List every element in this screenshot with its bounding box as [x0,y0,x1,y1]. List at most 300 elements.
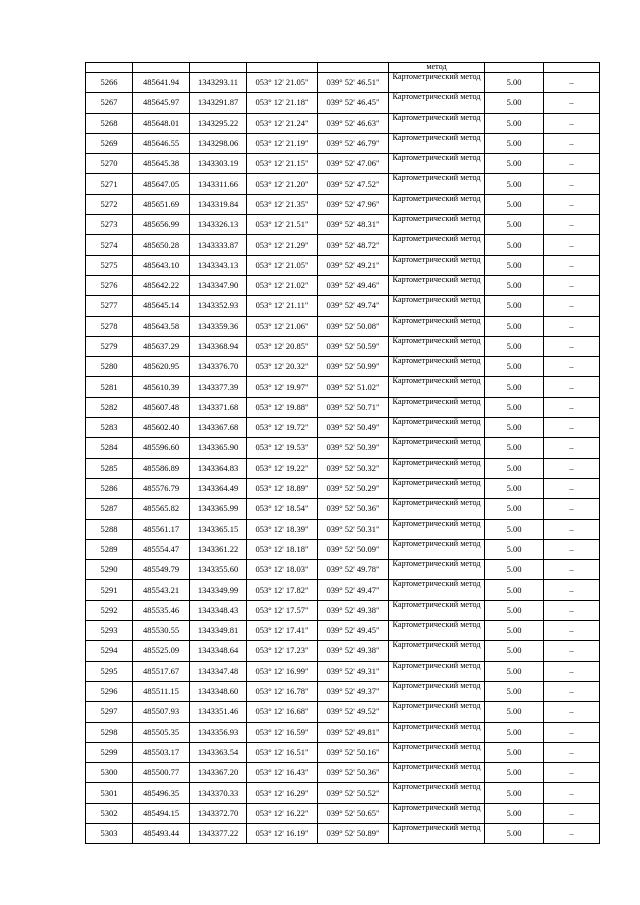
cell-longitude: 039° 52' 50.59" [318,336,389,356]
cell-note: – [544,357,600,377]
cell-point-number: 5298 [86,722,133,742]
cell-note: – [544,113,600,133]
cell-accuracy: 5.00 [485,783,544,803]
cell-longitude: 039° 52' 49.38" [318,641,389,661]
cell-coord-y: 1343372.70 [190,803,247,823]
cell-method: Картометрический метод [389,580,485,600]
cell-latitude: 053° 12' 21.02" [247,275,318,295]
cell-coord-x: 485530.55 [133,621,190,641]
cell-coord-x: 485500.77 [133,763,190,783]
cell-latitude: 053° 12' 21.19" [247,133,318,153]
cell-coord-y: 1343367.20 [190,763,247,783]
cell-coord-x: 485646.55 [133,133,190,153]
cell-note: – [544,702,600,722]
table-row [86,621,600,641]
cell-note: – [544,641,600,661]
cell-accuracy: 5.00 [485,357,544,377]
cell-coord-x: 485576.79 [133,478,190,498]
cell-point-number: 5284 [86,438,133,458]
cell-note: – [544,194,600,214]
cell-latitude: 053° 12' 18.39" [247,519,318,539]
cell-longitude: 039° 52' 49.78" [318,560,389,580]
cell-latitude: 053° 12' 21.29" [247,235,318,255]
cell-latitude: 053° 12' 17.82" [247,580,318,600]
cell-point-number: 5274 [86,235,133,255]
cell-note: – [544,681,600,701]
cell-point-number: 5300 [86,763,133,783]
cell-longitude: 039° 52' 49.47" [318,580,389,600]
cell-point-number: 5292 [86,600,133,620]
cell-note: – [544,539,600,559]
cell-longitude: 039° 52' 47.52" [318,174,389,194]
table-row [86,255,600,275]
table-row [86,275,600,295]
cell-latitude: 053° 12' 21.15" [247,154,318,174]
cell-method: Картометрический метод [389,621,485,641]
cell-note: – [544,621,600,641]
cell-latitude: 053° 12' 19.88" [247,397,318,417]
cell-accuracy: 5.00 [485,681,544,701]
cell-latitude: 053° 12' 19.72" [247,418,318,438]
cell-coord-y: 1343291.87 [190,93,247,113]
table-row [86,783,600,803]
cell-point-number: 5281 [86,377,133,397]
cell-accuracy: 5.00 [485,133,544,153]
cell-coord-x: 485596.60 [133,438,190,458]
cell-method: Картометрический метод [389,255,485,275]
cell-longitude: 039° 52' 49.46" [318,275,389,295]
cell-coord-y: 1343355.60 [190,560,247,580]
cell-latitude: 053° 12' 20.85" [247,336,318,356]
cell-latitude: 053° 12' 17.57" [247,600,318,620]
cell-note: – [544,580,600,600]
table-row [86,823,600,843]
cell-note: – [544,661,600,681]
cell-accuracy: 5.00 [485,722,544,742]
cell-coord-y: 1343365.90 [190,438,247,458]
cell-empty [133,63,190,73]
cell-method: Картометрический метод [389,316,485,336]
cell-longitude: 039° 52' 49.37" [318,681,389,701]
cell-coord-y: 1343368.94 [190,336,247,356]
cell-longitude: 039° 52' 49.38" [318,600,389,620]
cell-coord-x: 485643.58 [133,316,190,336]
cell-coord-y: 1343348.64 [190,641,247,661]
cell-note: – [544,316,600,336]
cell-latitude: 053° 12' 16.59" [247,722,318,742]
cell-latitude: 053° 12' 19.53" [247,438,318,458]
cell-accuracy: 5.00 [485,418,544,438]
cell-method: Картометрический метод [389,194,485,214]
cell-point-number: 5277 [86,296,133,316]
table-row [86,377,600,397]
table-row [86,174,600,194]
cell-point-number: 5268 [86,113,133,133]
cell-point-number: 5290 [86,560,133,580]
cell-coord-y: 1343298.06 [190,133,247,153]
cell-longitude: 039° 52' 50.09" [318,539,389,559]
cell-longitude: 039° 52' 50.89" [318,823,389,843]
cell-coord-x: 485586.89 [133,458,190,478]
cell-method: Картометрический метод [389,296,485,316]
cell-latitude: 053° 12' 17.41" [247,621,318,641]
cell-coord-x: 485602.40 [133,418,190,438]
cell-latitude: 053° 12' 16.29" [247,783,318,803]
cell-point-number: 5273 [86,215,133,235]
cell-coord-y: 1343361.22 [190,539,247,559]
cell-coord-y: 1343359.36 [190,316,247,336]
cell-point-number: 5294 [86,641,133,661]
cell-empty [247,63,318,73]
cell-method: Картометрический метод [389,661,485,681]
cell-coord-x: 485610.39 [133,377,190,397]
cell-latitude: 053° 12' 21.20" [247,174,318,194]
cell-accuracy: 5.00 [485,397,544,417]
table-row [86,702,600,722]
cell-longitude: 039° 52' 47.96" [318,194,389,214]
table-row [86,296,600,316]
cell-coord-y: 1343303.19 [190,154,247,174]
cell-method: Картометрический метод [389,73,485,93]
cell-note: – [544,275,600,295]
cell-note: – [544,215,600,235]
cell-note: – [544,418,600,438]
table-row [86,600,600,620]
cell-method: Картометрический метод [389,438,485,458]
cell-accuracy: 5.00 [485,316,544,336]
cell-coord-y: 1343352.93 [190,296,247,316]
cell-coord-x: 485496.35 [133,783,190,803]
cell-method: Картометрический метод [389,560,485,580]
cell-longitude: 039° 52' 46.45" [318,93,389,113]
cell-point-number: 5283 [86,418,133,438]
cell-accuracy: 5.00 [485,255,544,275]
cell-accuracy: 5.00 [485,215,544,235]
cell-coord-x: 485565.82 [133,499,190,519]
cell-latitude: 053° 12' 16.43" [247,763,318,783]
cell-coord-y: 1343333.87 [190,235,247,255]
cell-note: – [544,600,600,620]
cell-coord-y: 1343365.99 [190,499,247,519]
cell-method: Картометрический метод [389,397,485,417]
cell-coord-y: 1343348.60 [190,681,247,701]
cell-latitude: 053° 12' 21.11" [247,296,318,316]
cell-note: – [544,397,600,417]
cell-coord-x: 485535.46 [133,600,190,620]
table-row [86,499,600,519]
cell-note: – [544,478,600,498]
cell-accuracy: 5.00 [485,377,544,397]
cell-point-number: 5270 [86,154,133,174]
cell-longitude: 039° 52' 50.32" [318,458,389,478]
cell-note: – [544,296,600,316]
cell-accuracy: 5.00 [485,621,544,641]
cell-longitude: 039° 52' 46.63" [318,113,389,133]
cell-note: – [544,803,600,823]
cell-method: Картометрический метод [389,681,485,701]
cell-accuracy: 5.00 [485,174,544,194]
cell-coord-y: 1343363.54 [190,742,247,762]
cell-note: – [544,560,600,580]
method-continuation: метод [389,63,485,73]
cell-longitude: 039° 52' 50.31" [318,519,389,539]
cell-note: – [544,519,600,539]
table-row [86,478,600,498]
cell-longitude: 039° 52' 49.21" [318,255,389,275]
cell-coord-x: 485637.29 [133,336,190,356]
cell-note: – [544,93,600,113]
table-row [86,357,600,377]
cell-accuracy: 5.00 [485,702,544,722]
cell-accuracy: 5.00 [485,499,544,519]
cell-latitude: 053° 12' 16.22" [247,803,318,823]
table-row [86,661,600,681]
cell-coord-x: 485645.38 [133,154,190,174]
cell-coord-x: 485507.93 [133,702,190,722]
cell-longitude: 039° 52' 47.06" [318,154,389,174]
cell-point-number: 5303 [86,823,133,843]
cell-point-number: 5279 [86,336,133,356]
coordinates-table [85,62,600,844]
cell-coord-y: 1343356.93 [190,722,247,742]
cell-longitude: 039° 52' 50.08" [318,316,389,336]
cell-method: Картометрический метод [389,803,485,823]
cell-latitude: 053° 12' 19.97" [247,377,318,397]
cell-latitude: 053° 12' 16.19" [247,823,318,843]
cell-point-number: 5296 [86,681,133,701]
table-row [86,194,600,214]
cell-coord-x: 485543.21 [133,580,190,600]
cell-latitude: 053° 12' 19.22" [247,458,318,478]
cell-accuracy: 5.00 [485,73,544,93]
cell-point-number: 5285 [86,458,133,478]
cell-point-number: 5288 [86,519,133,539]
cell-latitude: 053° 12' 21.51" [247,215,318,235]
cell-method: Картометрический метод [389,641,485,661]
cell-coord-x: 485651.69 [133,194,190,214]
cell-accuracy: 5.00 [485,154,544,174]
cell-method: Картометрический метод [389,742,485,762]
cell-coord-y: 1343311.66 [190,174,247,194]
cell-coord-x: 485641.94 [133,73,190,93]
cell-latitude: 053° 12' 18.89" [247,478,318,498]
cell-coord-y: 1343376.70 [190,357,247,377]
cell-coord-y: 1343326.13 [190,215,247,235]
table-row [86,316,600,336]
cell-note: – [544,255,600,275]
cell-accuracy: 5.00 [485,580,544,600]
cell-latitude: 053° 12' 16.68" [247,702,318,722]
cell-point-number: 5287 [86,499,133,519]
cell-coord-y: 1343343.13 [190,255,247,275]
cell-accuracy: 5.00 [485,600,544,620]
cell-coord-y: 1343295.22 [190,113,247,133]
cell-method: Картометрический метод [389,377,485,397]
cell-coord-y: 1343377.39 [190,377,247,397]
cell-method: Картометрический метод [389,702,485,722]
cell-accuracy: 5.00 [485,519,544,539]
cell-latitude: 053° 12' 18.03" [247,560,318,580]
cell-coord-x: 485656.99 [133,215,190,235]
table-row [86,235,600,255]
cell-method: Картометрический метод [389,539,485,559]
cell-longitude: 039° 52' 49.52" [318,702,389,722]
cell-method: Картометрический метод [389,519,485,539]
cell-longitude: 039° 52' 50.49" [318,418,389,438]
cell-note: – [544,73,600,93]
cell-longitude: 039° 52' 49.81" [318,722,389,742]
cell-longitude: 039° 52' 50.52" [318,783,389,803]
cell-method: Картометрический метод [389,174,485,194]
cell-coord-y: 1343364.49 [190,478,247,498]
table-body [86,63,600,844]
cell-point-number: 5271 [86,174,133,194]
cell-coord-x: 485549.79 [133,560,190,580]
cell-coord-x: 485561.17 [133,519,190,539]
cell-empty [190,63,247,73]
table-row [86,742,600,762]
cell-accuracy: 5.00 [485,763,544,783]
cell-point-number: 5297 [86,702,133,722]
cell-method: Картометрический метод [389,763,485,783]
table-row [86,397,600,417]
cell-note: – [544,133,600,153]
cell-longitude: 039° 52' 50.99" [318,357,389,377]
cell-point-number: 5291 [86,580,133,600]
cell-note: – [544,438,600,458]
cell-longitude: 039° 52' 48.72" [318,235,389,255]
cell-coord-x: 485493.44 [133,823,190,843]
cell-point-number: 5299 [86,742,133,762]
cell-note: – [544,722,600,742]
cell-latitude: 053° 12' 21.18" [247,93,318,113]
cell-accuracy: 5.00 [485,823,544,843]
cell-coord-x: 485607.48 [133,397,190,417]
cell-accuracy: 5.00 [485,235,544,255]
cell-coord-y: 1343377.22 [190,823,247,843]
cell-longitude: 039° 52' 46.51" [318,73,389,93]
table-row [86,133,600,153]
cell-longitude: 039° 52' 49.31" [318,661,389,681]
cell-accuracy: 5.00 [485,803,544,823]
cell-point-number: 5278 [86,316,133,336]
cell-coord-x: 485650.28 [133,235,190,255]
table-row [86,641,600,661]
cell-latitude: 053° 12' 21.06" [247,316,318,336]
cell-point-number: 5282 [86,397,133,417]
cell-method: Картометрический метод [389,600,485,620]
cell-empty [544,63,600,73]
table-row [86,539,600,559]
cell-point-number: 5302 [86,803,133,823]
cell-empty [318,63,389,73]
cell-accuracy: 5.00 [485,661,544,681]
table-row [86,113,600,133]
cell-method: Картометрический метод [389,499,485,519]
cell-coord-x: 485503.17 [133,742,190,762]
cell-note: – [544,174,600,194]
cell-method: Картометрический метод [389,215,485,235]
table-row [86,438,600,458]
cell-coord-x: 485511.15 [133,681,190,701]
cell-point-number: 5275 [86,255,133,275]
cell-latitude: 053° 12' 17.23" [247,641,318,661]
cell-latitude: 053° 12' 16.78" [247,681,318,701]
cell-method: Картометрический метод [389,93,485,113]
cell-latitude: 053° 12' 21.35" [247,194,318,214]
cell-latitude: 053° 12' 21.24" [247,113,318,133]
cell-coord-x: 485494.15 [133,803,190,823]
cell-coord-x: 485554.47 [133,539,190,559]
cell-coord-y: 1343319.84 [190,194,247,214]
cell-accuracy: 5.00 [485,560,544,580]
coordinates-sheet [85,62,599,844]
cell-coord-y: 1343367.68 [190,418,247,438]
table-row [86,154,600,174]
table-row [86,803,600,823]
cell-point-number: 5269 [86,133,133,153]
cell-note: – [544,742,600,762]
cell-coord-y: 1343349.81 [190,621,247,641]
cell-longitude: 039° 52' 50.36" [318,763,389,783]
cell-coord-x: 485517.67 [133,661,190,681]
cell-coord-x: 485647.05 [133,174,190,194]
cell-note: – [544,336,600,356]
cell-coord-x: 485505.35 [133,722,190,742]
cell-note: – [544,763,600,783]
cell-note: – [544,235,600,255]
cell-point-number: 5289 [86,539,133,559]
cell-latitude: 053° 12' 16.51" [247,742,318,762]
cell-point-number: 5293 [86,621,133,641]
cell-method: Картометрический метод [389,235,485,255]
cell-accuracy: 5.00 [485,478,544,498]
cell-coord-y: 1343293.11 [190,73,247,93]
cell-note: – [544,458,600,478]
cell-accuracy: 5.00 [485,296,544,316]
cell-coord-y: 1343365.15 [190,519,247,539]
cell-longitude: 039° 52' 50.36" [318,499,389,519]
cell-accuracy: 5.00 [485,113,544,133]
cell-coord-x: 485525.09 [133,641,190,661]
cell-accuracy: 5.00 [485,93,544,113]
cell-latitude: 053° 12' 16.99" [247,661,318,681]
cell-coord-y: 1343370.33 [190,783,247,803]
cell-point-number: 5276 [86,275,133,295]
cell-method: Картометрический метод [389,783,485,803]
cell-method: Картометрический метод [389,113,485,133]
table-row [86,763,600,783]
cell-method: Картометрический метод [389,133,485,153]
cell-accuracy: 5.00 [485,275,544,295]
cell-accuracy: 5.00 [485,336,544,356]
cell-empty [86,63,133,73]
cell-longitude: 039° 52' 46.79" [318,133,389,153]
cell-longitude: 039° 52' 50.39" [318,438,389,458]
cell-point-number: 5301 [86,783,133,803]
table-row [86,215,600,235]
table-row [86,681,600,701]
table-row [86,73,600,93]
cell-coord-x: 485645.14 [133,296,190,316]
cell-note: – [544,783,600,803]
cell-note: – [544,499,600,519]
cell-point-number: 5267 [86,93,133,113]
continued-row [86,63,600,73]
table-row [86,519,600,539]
cell-latitude: 053° 12' 20.32" [247,357,318,377]
table-row [86,580,600,600]
